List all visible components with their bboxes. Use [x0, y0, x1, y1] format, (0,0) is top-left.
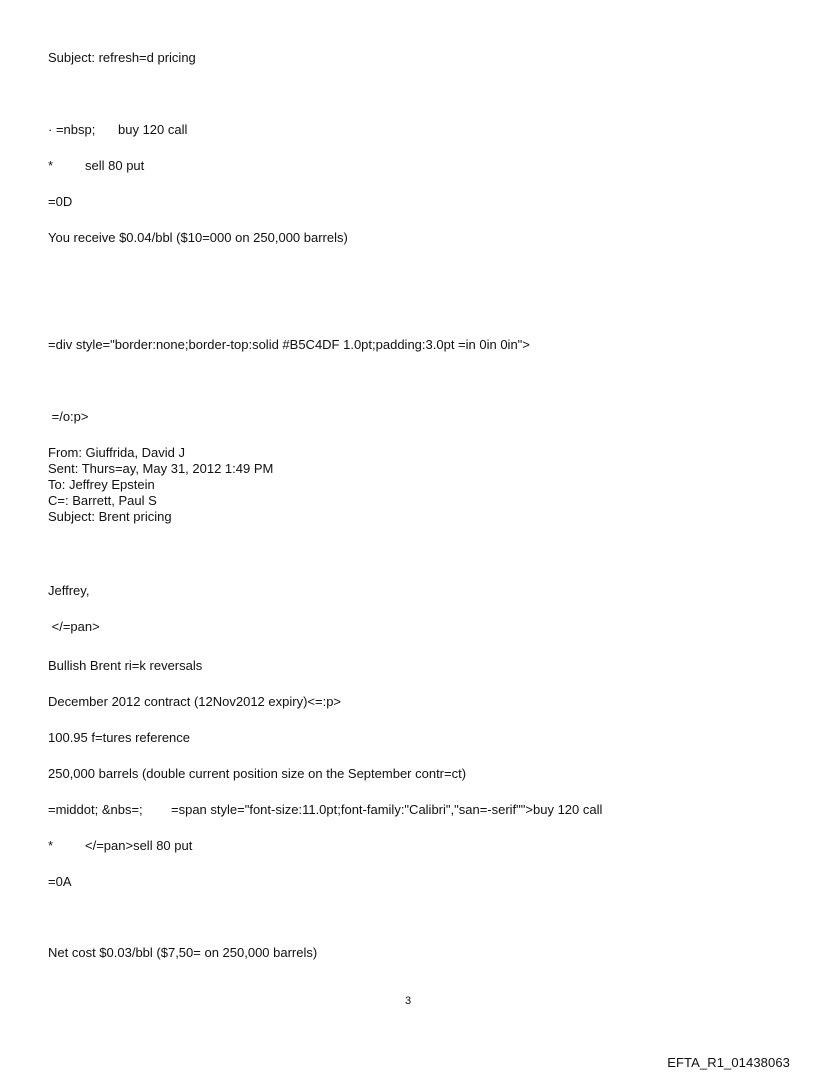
bullet-span-buy-call [48, 802, 602, 818]
quoted-subject: Subject: Brent pricing [48, 509, 172, 524]
net-cost-line: Net cost $0.03/bbl ($7,50= on 250,000 barrels) [48, 945, 318, 960]
body-line: 100.95 f=tures reference [48, 730, 191, 745]
op-markup-line: =/o:p> [48, 409, 89, 424]
div-markup-line: =div style="border:none;border-top:solid #B5C4DF 1.0pt;padding:3.0pt =in 0in 0in"> [48, 337, 530, 352]
bullet-span-sell-put [48, 838, 192, 854]
bullet-marker: =middot; &nbs=; [48, 802, 143, 817]
bullet-text: =span style="font-size:11.0pt;font-family:"Calibri","san=-serif"">buy 120 call [171, 802, 603, 817]
quoted-sent: Sent: Thurs=ay, May 31, 2012 1:49 PM [48, 461, 274, 476]
bullet-text: sell 80 put [85, 158, 145, 173]
bullet-marker: · =nbsp; [48, 122, 96, 137]
bullet-buy-call [48, 122, 187, 138]
receive-line: You receive $0.04/bbl ($10=000 on 250,000 barrels) [48, 230, 348, 245]
page-number: 3 [404, 995, 412, 1007]
bullet-text: </=pan>sell 80 put [85, 838, 193, 853]
body-line: 250,000 barrels (double current position size on the September contr=ct) [48, 766, 467, 781]
body-line: December 2012 contract (12Nov2012 expiry)<=:p> [48, 694, 342, 709]
greeting: Jeffrey, [48, 583, 90, 598]
quoted-to: To: Jeffrey Epstein [48, 477, 155, 492]
bates-stamp: EFTA_R1_01438063 [667, 1055, 790, 1070]
bullet-marker: * [48, 838, 54, 853]
subject-line: Subject: refresh=d pricing [48, 50, 196, 65]
bullet-marker: * [48, 158, 54, 173]
bullet-text: buy 120 call [118, 122, 188, 137]
bullet-sell-put [48, 158, 144, 174]
quoted-cc: C=: Barrett, Paul S [48, 493, 157, 508]
encoded-line-0d: =0D [48, 194, 73, 209]
quoted-from: From: Giuffrida, David J [48, 445, 186, 460]
body-line: Bullish Brent ri=k reversals [48, 658, 203, 673]
encoded-line-0a: =0A [48, 874, 72, 889]
span-close-line: </=pan> [48, 619, 100, 634]
